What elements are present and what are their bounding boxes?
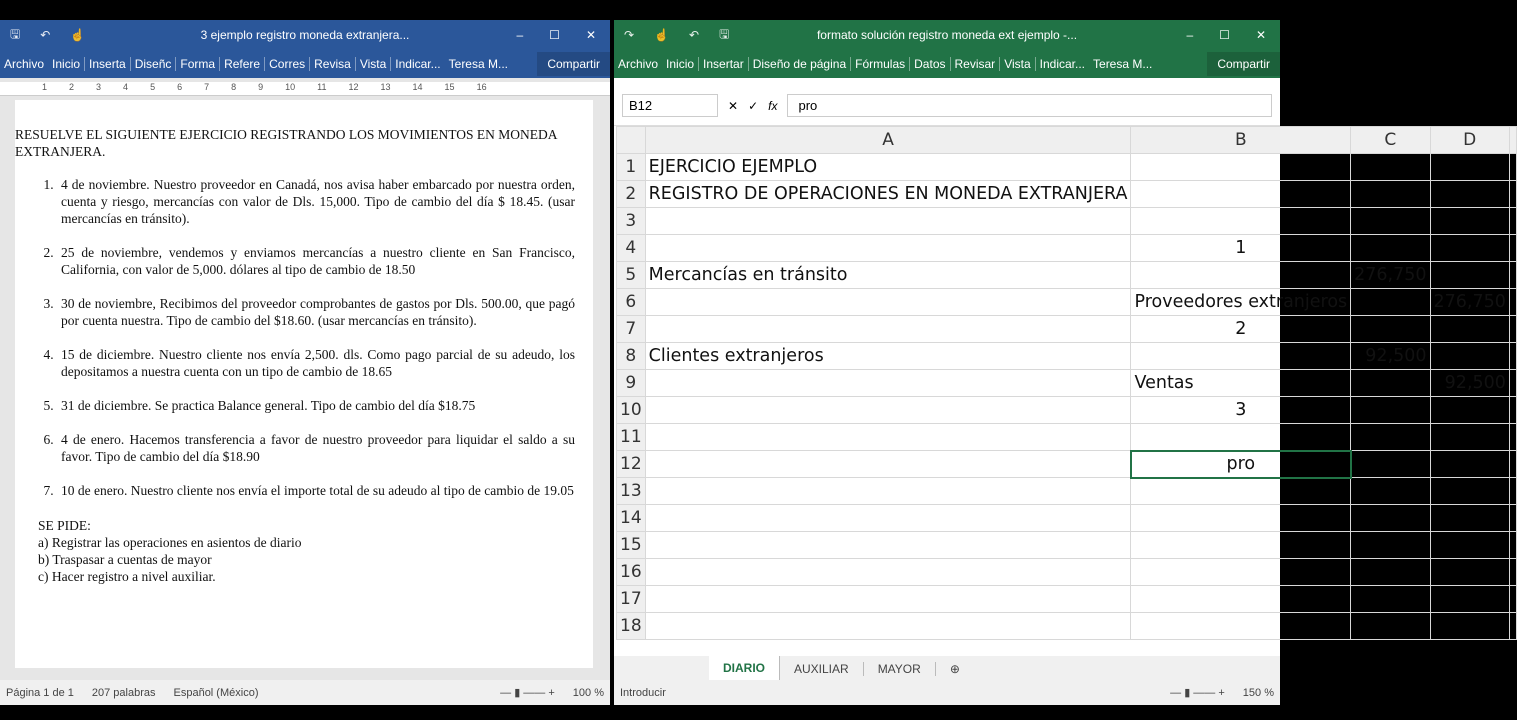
cell[interactable] [1509,586,1516,613]
row-header[interactable]: 15 [617,532,646,559]
cell[interactable] [645,505,1131,532]
cell[interactable] [1351,451,1430,478]
cell[interactable] [1430,397,1509,424]
cell[interactable] [1131,424,1351,451]
cell[interactable] [645,613,1131,640]
zoom-slider[interactable]: — ▮ —— + [500,687,555,699]
cell[interactable] [1351,370,1430,397]
cell[interactable] [1509,208,1516,235]
cell[interactable] [1509,316,1516,343]
maximize-icon[interactable]: ☐ [549,28,560,42]
cell[interactable] [1351,424,1430,451]
cell[interactable] [1131,505,1351,532]
table-row [617,559,1517,586]
ruler[interactable] [0,82,610,96]
ruler-mark: 6 [177,82,183,92]
cell[interactable] [1430,559,1509,586]
cell[interactable] [1509,181,1516,208]
table-row [617,208,1517,235]
ribbon-tabs [0,50,610,78]
user-account[interactable]: Teresa M... [1093,57,1153,71]
ruler-mark: 3 [96,82,102,92]
table-row [617,424,1517,451]
ribbon-tab[interactable]: Insertar [699,57,749,71]
undo-icon[interactable]: ↶ [40,28,51,42]
cell[interactable] [1131,613,1351,640]
row-header[interactable]: 14 [617,505,646,532]
cell[interactable] [1430,154,1509,181]
zoom-level[interactable]: 150 % [1242,686,1274,699]
table-row [617,505,1517,532]
word-window [0,20,610,705]
cell[interactable] [1509,343,1516,370]
ribbon-tab[interactable]: Diseñc [131,57,177,71]
minimize-icon[interactable]: – [1186,28,1194,42]
cell[interactable] [645,370,1131,397]
row-header[interactable]: 3 [617,208,646,235]
cell[interactable] [1131,154,1351,181]
ribbon-tab[interactable]: Fórmulas [851,57,910,71]
cell[interactable] [645,559,1131,586]
cell[interactable] [1509,424,1516,451]
spreadsheet-grid[interactable] [616,126,1517,640]
row-header[interactable]: 1 [617,154,646,181]
pide-item: b) Traspasar a cuentas de mayor [38,552,212,567]
ribbon-tab[interactable]: Revisar [951,57,1001,71]
excel-status-bar [614,680,1280,705]
ruler-mark: 9 [258,82,264,92]
ribbon-tab[interactable]: Datos [910,57,950,71]
cell[interactable] [645,586,1131,613]
ribbon-tab[interactable]: Diseño de página [749,57,851,71]
cell[interactable] [1351,505,1430,532]
save-icon[interactable]: 🖫 [10,26,21,41]
ribbon-tab[interactable]: Inserta [85,57,131,71]
cell[interactable] [1430,316,1509,343]
ribbon-tab[interactable]: Revisa [310,57,356,71]
close-icon[interactable]: ✕ [1255,28,1266,42]
row-header[interactable]: 12 [617,451,646,478]
table-row [617,181,1517,208]
cell[interactable] [1430,424,1509,451]
exercise-item: 7. 10 de enero. Nuestro cliente nos envía el importe total de su adeudo al tipo de cambio de 19.05 [57,482,575,499]
cell[interactable] [1509,262,1516,289]
cell[interactable] [1430,613,1509,640]
table-row [617,478,1517,505]
ruler-mark: 12 [348,82,359,92]
ruler-mark: 4 [123,82,129,92]
row-header[interactable]: 2 [617,181,646,208]
undo-icon[interactable]: ↶ [689,28,700,42]
cell[interactable]: pro [1131,451,1351,478]
cell[interactable] [1509,370,1516,397]
cell[interactable] [1351,289,1430,316]
tell-me-search[interactable]: Indicar... [1039,57,1086,71]
table-row [617,397,1517,424]
ruler-mark: 1 [42,82,48,92]
row-header[interactable]: 7 [617,316,646,343]
sheet-tab[interactable]: AUXILIAR [780,662,864,676]
column-header[interactable] [1509,127,1516,154]
table-row [617,343,1517,370]
cell[interactable] [1351,316,1430,343]
row-header[interactable]: 6 [617,289,646,316]
cell[interactable] [1131,586,1351,613]
zoom-level[interactable]: 100 % [572,686,604,699]
cell[interactable] [1509,559,1516,586]
se-pide-section [15,517,575,585]
cell[interactable] [645,478,1131,505]
user-account[interactable]: Teresa M... [448,57,508,71]
cell[interactable]: EJERCICIO EJEMPLO [645,154,1131,181]
cell[interactable]: Clientes extranjeros [645,343,1131,370]
cell[interactable]: 276,750 [1351,262,1430,289]
excel-title-bar [614,20,1280,50]
cell[interactable] [1351,532,1430,559]
page-count[interactable]: Página 1 de 1 [6,686,74,699]
row-header[interactable]: 9 [617,370,646,397]
cell[interactable] [1509,451,1516,478]
share-button[interactable]: Compartir [1207,52,1280,76]
se-pide-title: SE PIDE: [38,518,91,533]
mode-indicator: Introducir [620,686,666,699]
pide-item: a) Registrar las operaciones en asientos de diario [38,535,302,550]
language[interactable]: Español (México) [173,686,259,699]
ruler-mark: 13 [380,82,391,92]
close-icon[interactable]: ✕ [585,28,596,42]
column-header[interactable]: B [1131,127,1351,154]
ruler-mark: 11 [317,82,327,92]
cell[interactable] [1131,208,1351,235]
cell[interactable] [645,289,1131,316]
sheet-tab[interactable]: DIARIO [709,656,780,682]
cell[interactable]: 92,500 [1430,370,1509,397]
exercise-item: 6. 4 de enero. Hacemos transferencia a favor de nuestro proveedor para liquidar el saldo a su favor. Tipo de cambio del día $18.90 [57,431,575,465]
cell[interactable] [1430,532,1509,559]
table-row [617,586,1517,613]
cell[interactable] [1430,235,1509,262]
cell[interactable] [645,451,1131,478]
word-status-bar [0,680,610,705]
row-header[interactable]: 4 [617,235,646,262]
window-title: 3 ejemplo registro moneda extranjera... [200,28,410,42]
cell[interactable] [1509,613,1516,640]
touch-mode-icon[interactable]: ☝ [654,28,670,42]
cell[interactable] [645,316,1131,343]
ruler-mark: 14 [412,82,423,92]
ruler-mark: 15 [444,82,455,92]
ruler-mark: 10 [285,82,296,92]
cell[interactable]: 2 [1131,316,1351,343]
exercise-list [15,176,575,499]
exercise-item: 3. 30 de noviembre, Recibimos del proveedor comprobantes de gastos por Dls. 500.00, que pagó por cuenta nuestra. Tipo de cambio del $18.60. (usar mercancías en tránsito). [57,295,575,329]
formula-input[interactable]: pro [787,94,1272,117]
column-header[interactable]: A [645,127,1131,154]
row-header[interactable]: 8 [617,343,646,370]
ribbon-tab[interactable]: Refere [220,57,265,71]
ribbon-tab[interactable]: Vista [356,57,391,71]
add-sheet-icon[interactable]: ⊕ [949,662,960,676]
cell[interactable] [1509,397,1516,424]
ribbon-tab[interactable]: Vista [1000,57,1035,71]
sheet-tab[interactable]: MAYOR [864,662,936,676]
name-box[interactable]: B12 [622,94,718,117]
cell[interactable] [1131,181,1351,208]
ribbon-tab[interactable]: Inicio [48,57,85,71]
cell[interactable] [1509,289,1516,316]
cell[interactable] [1509,505,1516,532]
word-count[interactable]: 207 palabras [91,686,156,699]
ribbon-tab[interactable]: Archivo [618,57,659,71]
exercise-item: 2. 25 de noviembre, vendemos y enviamos mercancías a nuestro cliente en San Francisco, California, con valor de 5,000. dólares al tipo de cambio de 18.50 [57,244,575,278]
cell[interactable] [1430,208,1509,235]
table-row [617,262,1517,289]
cell[interactable] [1351,397,1430,424]
exercise-item: 5. 31 de diciembre. Se practica Balance general. Tipo de cambio del día $18.75 [57,397,575,414]
table-row [617,370,1517,397]
cell[interactable] [1351,208,1430,235]
cell[interactable] [1351,181,1430,208]
row-header[interactable]: 16 [617,559,646,586]
ribbon-tab[interactable]: Forma [176,57,220,71]
cell[interactable] [645,235,1131,262]
document-heading: RESUELVE EL SIGUIENTE EJERCICIO REGISTRANDO LOS MOVIMIENTOS EN MONEDA EXTRANJERA. [15,127,557,159]
ribbon-tab[interactable]: Archivo [4,57,45,71]
save-icon[interactable]: 🖫 [719,26,730,41]
cell[interactable] [1131,343,1351,370]
cell[interactable] [1351,586,1430,613]
row-header[interactable]: 11 [617,424,646,451]
table-row [617,154,1517,181]
table-row [617,289,1517,316]
table-row [617,613,1517,640]
document-page[interactable] [15,100,593,668]
share-button[interactable]: Compartir [537,52,610,76]
cell[interactable] [1131,478,1351,505]
cell[interactable] [645,397,1131,424]
sheet-tabs [614,656,1280,682]
ribbon-tab[interactable]: Inicio [662,57,699,71]
column-header[interactable]: C [1351,127,1430,154]
row-header[interactable]: 10 [617,397,646,424]
redo-icon[interactable]: ↷ [624,28,635,42]
touch-mode-icon[interactable]: ☝ [70,28,86,42]
ruler-mark: 16 [476,82,487,92]
window-title: formato solución registro moneda ext ejemplo -... [816,28,1078,42]
ribbon-tab[interactable]: Corres [265,57,310,71]
cell[interactable] [1351,613,1430,640]
cell[interactable] [1351,559,1430,586]
ruler-mark: 5 [150,82,156,92]
cell[interactable]: Ventas [1131,370,1351,397]
ruler-mark: 8 [231,82,237,92]
cell[interactable]: 92,500 [1351,343,1430,370]
cell[interactable]: 276,750 [1430,289,1509,316]
cell[interactable] [1430,262,1509,289]
exercise-item: 4. 15 de diciembre. Nuestro cliente nos envía 2,500. dls. Como pago parcial de su adeudo, los depositamos a nuestra cuenta con un tipo de cambio de 18.65 [57,346,575,380]
column-header-row [617,127,1517,154]
cell[interactable] [645,424,1131,451]
cell[interactable] [1509,478,1516,505]
cell[interactable] [1509,235,1516,262]
maximize-icon[interactable]: ☐ [1219,28,1230,42]
cell[interactable]: 3 [1131,397,1351,424]
cell[interactable] [645,208,1131,235]
cell[interactable] [1509,532,1516,559]
tell-me-search[interactable]: Indicar... [395,57,441,71]
cell[interactable] [1430,343,1509,370]
formula-bar [614,86,1280,126]
cell[interactable] [1430,478,1509,505]
cell[interactable] [645,532,1131,559]
select-all[interactable] [617,127,646,154]
cell[interactable]: REGISTRO DE OPERACIONES EN MONEDA EXTRANJERA [645,181,1131,208]
minimize-icon[interactable]: – [516,28,524,42]
cell[interactable] [1430,505,1509,532]
table-row [617,235,1517,262]
word-title-bar [0,20,610,50]
row-header[interactable]: 18 [617,613,646,640]
ruler-mark: 2 [69,82,75,92]
cancel-icon[interactable]: ✕ [728,98,739,113]
ruler-mark: 7 [204,82,210,92]
excel-window [614,20,1506,705]
enter-icon[interactable]: ✓ [748,98,759,113]
exercise-item: 1. 4 de noviembre. Nuestro proveedor en Canadá, nos avisa haber embarcado por nuestra orden, cuenta y riesgo, mercancías con valor de Dls. 15,000. Tipo de cambio del día $ 18.45. (usar mercancías en tránsito). [57,176,575,227]
table-row [617,532,1517,559]
cell[interactable] [1351,154,1430,181]
cell[interactable] [1131,532,1351,559]
cell[interactable] [1430,181,1509,208]
pide-item: c) Hacer registro a nivel auxiliar. [38,569,216,584]
cell[interactable] [1131,262,1351,289]
row-header[interactable]: 5 [617,262,646,289]
function-icon[interactable]: fx [768,98,778,113]
cell[interactable] [1430,586,1509,613]
column-header[interactable]: D [1430,127,1509,154]
row-header[interactable]: 17 [617,586,646,613]
cell[interactable] [1351,478,1430,505]
cell[interactable] [1131,559,1351,586]
cell[interactable] [1430,451,1509,478]
row-header[interactable]: 13 [617,478,646,505]
cell[interactable]: Mercancías en tránsito [645,262,1131,289]
table-row [617,451,1517,478]
cell[interactable] [1509,154,1516,181]
cell[interactable]: 1 [1131,235,1351,262]
cell[interactable]: Proveedores extranjeros [1131,289,1351,316]
table-row [617,316,1517,343]
zoom-slider[interactable]: — ▮ —— + [1170,687,1225,699]
cell[interactable] [1351,235,1430,262]
ribbon-tabs [614,50,1280,78]
